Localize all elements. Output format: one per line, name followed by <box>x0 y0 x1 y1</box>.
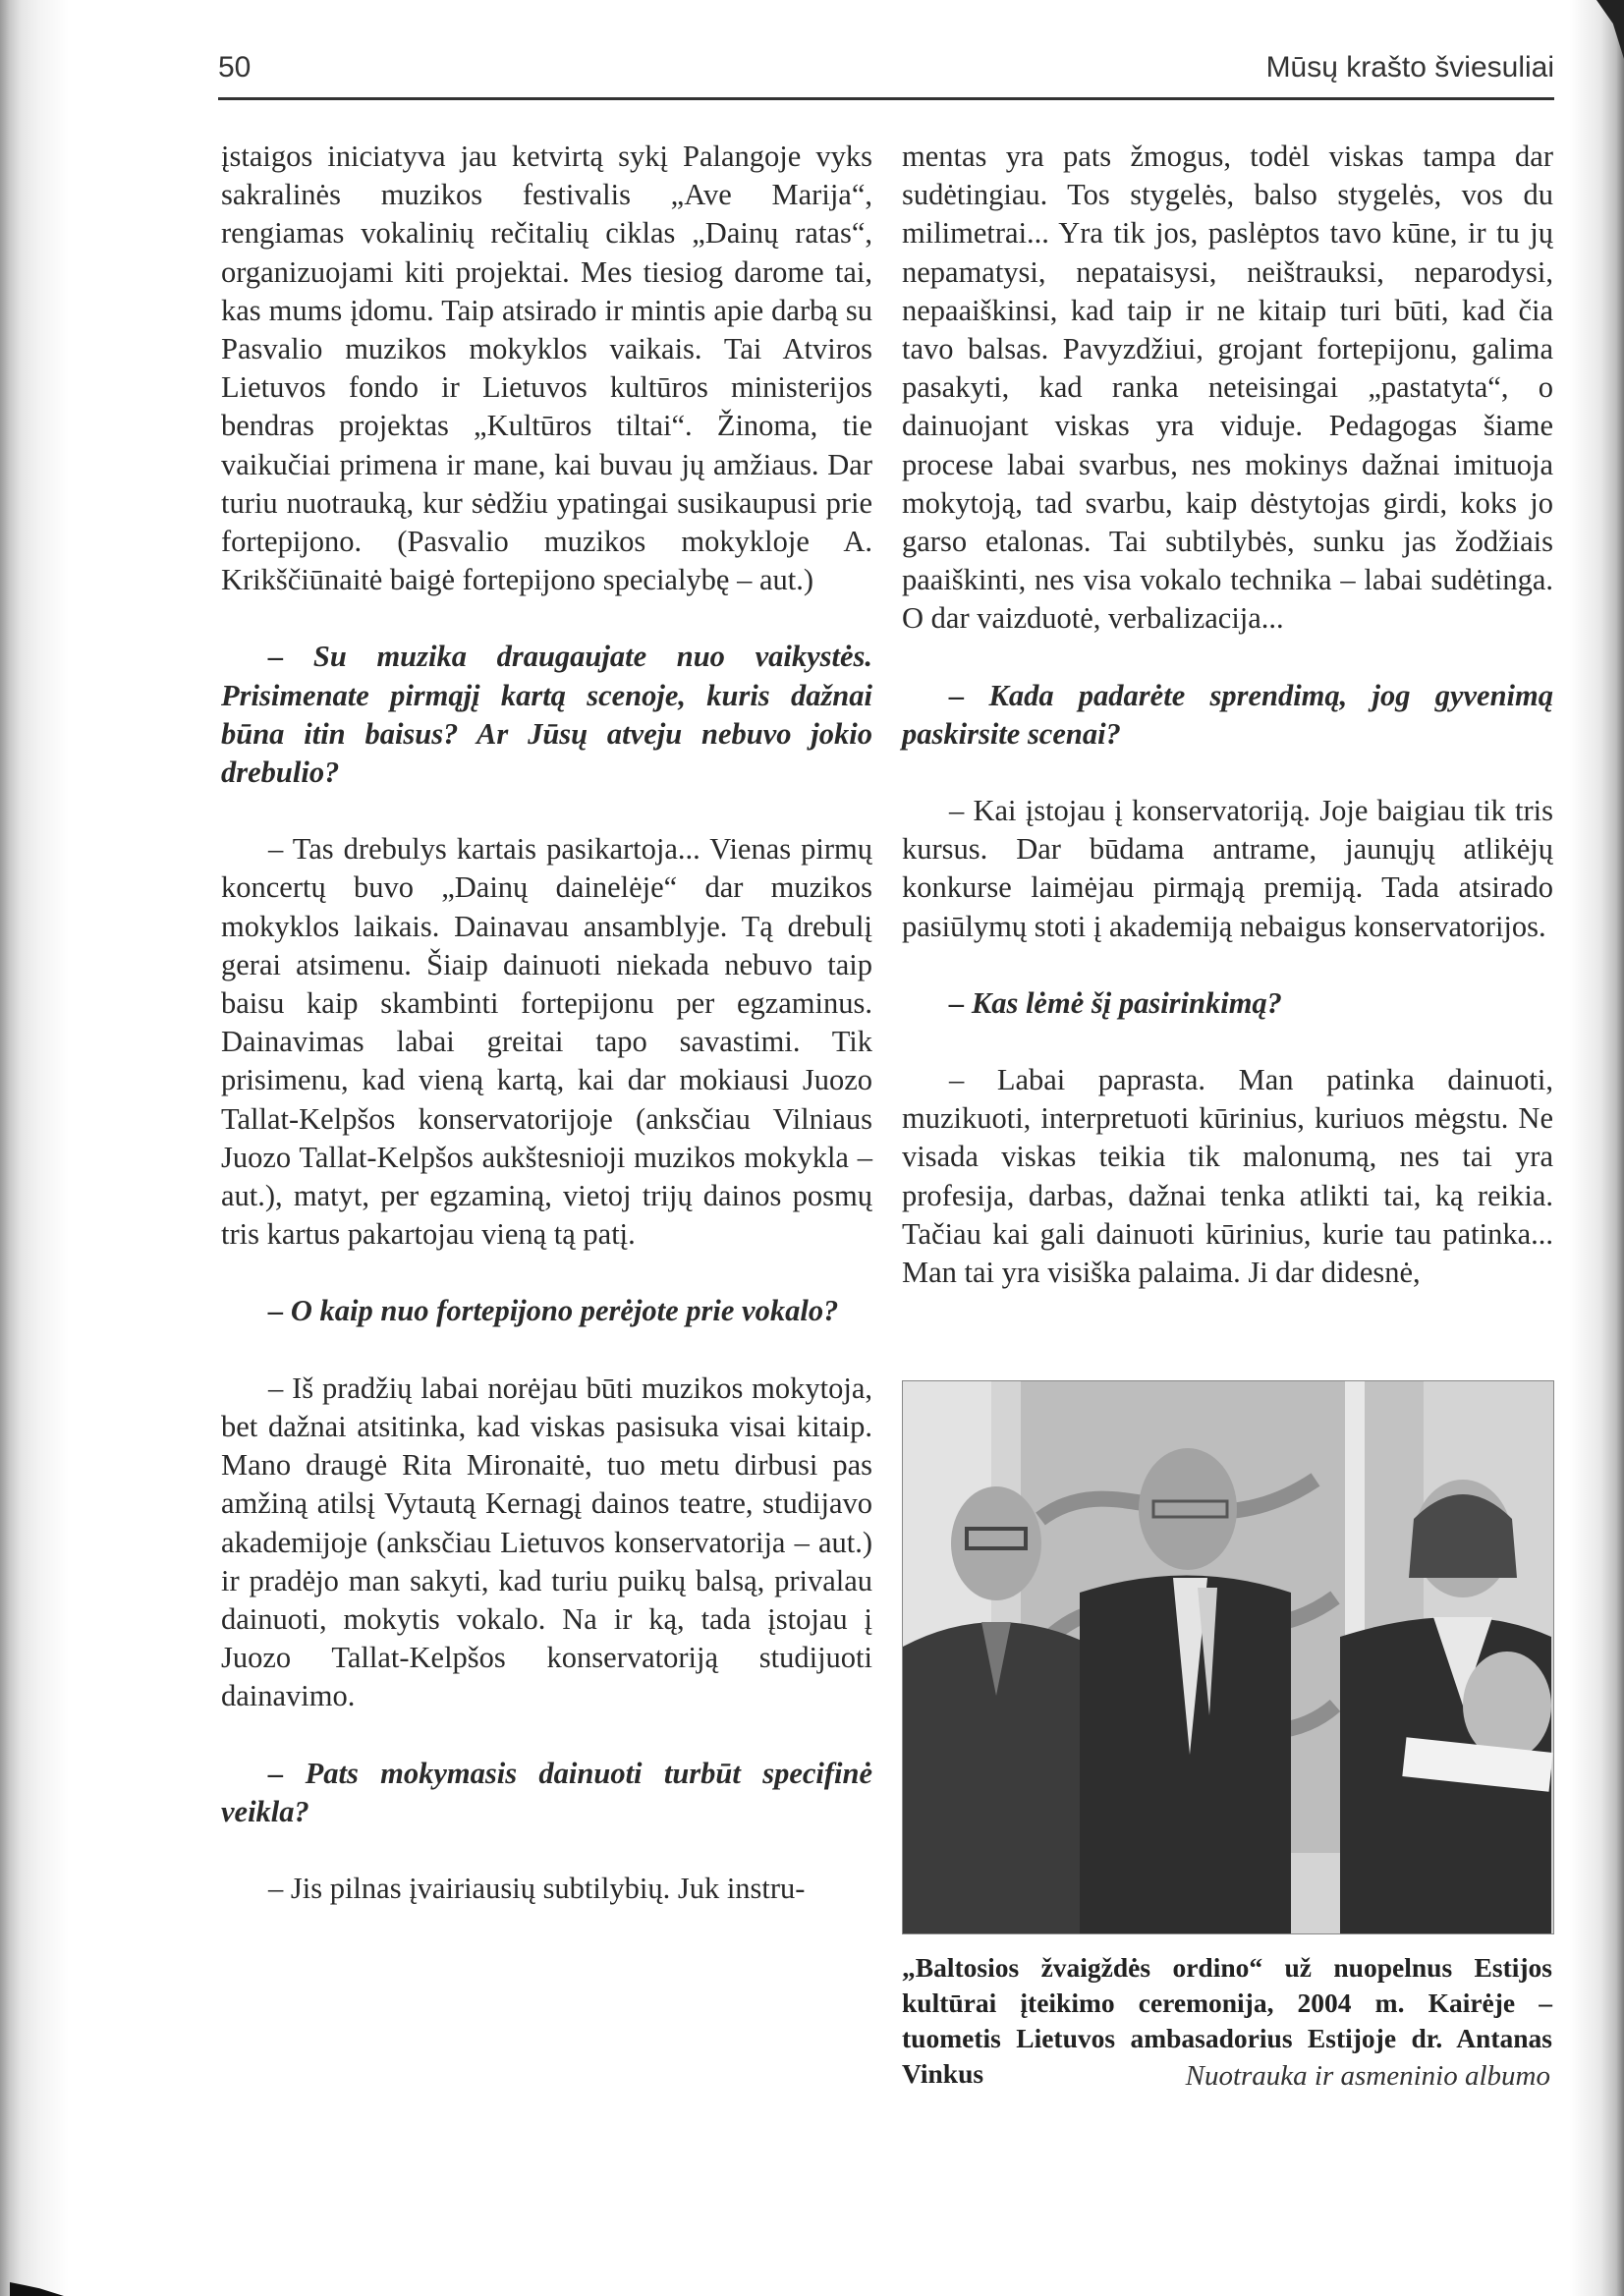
page-edge-shadow <box>1570 0 1624 2296</box>
paragraph: įstaigos iniciatyva jau ketvirtą sykį Palangoje vyks sakralinės muzikos festivalis „Ave Marija“, rengiamas vokalinių rečitalių ciklas „Dainų ratas“, organizuojami kiti projektai. Mes tiesiog darome tai, kas mums įdomu. Taip atsirado ir mintis apie darbą su Pasvalio muzikos mokyklos vaikais. Tai Atviros Lietuvos fondo ir Lietuvos kultūros ministerijos bendras projektas „Kultūros tiltai“. Žinoma, tie vaikučiai primena ir mane, kai buvau jų amžiaus. Dar turiu nuotrauką, kur sėdžiu ypatingai susikaupusi prie fortepijono. (Pasvalio muzikos mokykloje A. Krikščiūnaitė baigė fortepijono specialybę – aut.) <box>221 140 872 597</box>
interview-question: – Kas lėmė šį pasirinkimą? <box>949 985 1282 1020</box>
page-number: 50 <box>218 51 252 84</box>
right-column <box>902 138 1553 1292</box>
interview-question: – O kaip nuo fortepijono perėjote prie vokalo? <box>268 1294 839 1328</box>
paragraph: – Kai įstojau į konservatoriją. Joje baigiau tik tris kursus. Dar būdama antrame, jaunųjų atlikėjų konkurse laimėjau pirmąją premiją. Tada atsirado pasiūlymų stoti į akademiją nebaigus konservatorijos. <box>902 794 1553 943</box>
photo-caption: „Baltosios žvaigždės ordino“ už nuopelnus Estijos kultūrai įteikimo ceremonija, 2004 m. Kairėje – tuometis Lietuvos ambasadorius Estijoje dr. Antanas Vinkus <box>902 1952 1552 2089</box>
paragraph: – Labai paprasta. Man patinka dainuoti, muzikuoti, interpretuoti kūrinius, kuriuos mėgstu. Ne visada viskas teikia tik malonumą, nes tai yra profesija, darbas, dažnai tenka atlikti tai, ką reikia. Tačiau kai gali dainuoti kūrinius, kurie tau patinka... Man tai yra visiška palaima. Ji dar didesnė, <box>902 1063 1553 1290</box>
photo-illustration <box>903 1381 1553 1933</box>
paragraph: – Jis pilnas įvairiausių subtilybių. Juk instru- <box>268 1871 806 1905</box>
interview-question: – Kada padarėte sprendimą, jog gyvenimą paskirsite scenai? <box>902 678 1553 751</box>
interview-question: – Pats mokymasis dainuoti turbūt specifinė veikla? <box>221 1756 872 1828</box>
page-binding-shadow <box>0 0 69 2296</box>
ceremony-photo <box>902 1380 1554 1934</box>
header-rule <box>218 97 1554 100</box>
running-title: Mūsų krašto šviesuliai <box>1265 51 1554 84</box>
photo-credit: Nuotrauka ir asmeninio albumo <box>1185 2060 1550 2092</box>
page-header <box>218 51 1554 98</box>
paragraph: – Iš pradžių labai norėjau būti muzikos mokytoja, bet dažnai atsitinka, kad viskas pasisuka visai kitaip. Mano draugė Rita Mironaitė, tuo metu dirbusi pas amžiną atilsį Vytautą Kernagį dainos teatre, studijavo akademijoje (anksčiau Lietuvos konservatorija – aut.) ir pradėjo man sakyti, kad turiu puikų balsą, privalau dainuoti, mokytis vokalo. Na ir ką, tada įstojau į Juozo Tallat-Kelpšos konservatoriją studijuoti dainavimo. <box>221 1371 872 1713</box>
paragraph: – Tas drebulys kartais pasikartoja... Vienas pirmų koncertų buvo „Dainų dainelėje“ dar muzikos mokyklos laikais. Dainavau ansamblyje. Tą drebulį gerai atsimenu. Šiaip dainuoti niekada nebuvo taip baisu kaip skambinti fortepijonu per egzaminus. Dainavimas labai greitai tapo savastimi. Tik prisimenu, kad vieną kartą, kai dar mokiausi Juozo Tallat-Kelpšos konservatorijoje (anksčiau Vilniaus Juozo Tallat-Kelpšos aukštesnioji muzikos mokykla – aut.), matyt, per egzaminą, vietoj trijų dainos posmų tris kartus pakartojau vieną tą patį. <box>221 832 872 1252</box>
paragraph: mentas yra pats žmogus, todėl viskas tampa dar sudėtingiau. Tos stygelės, balso stygelės, vos du milimetrai... Yra tik jos, paslėptos tavo kūne, ir tu jų nepamatysi, nepataisysi, neištrauksi, neparodysi, nepaaiškinsi, kad taip ir ne kitaip turi būti, kad čia tavo balsas. Pavyzdžiui, grojant fortepijonu, galima pasakyti, kad ranka neteisingai „pastatyta“, o dainuojant viskas yra viduje. Pedagogas šiame procese labai svarbus, nes mokinys dažnai imituoja mokytoją, tad svarbu, kaip dėstytojas girdi, koks jo garso etalonas. Tai subtilybės, sunku jas žodžiais paaiškinti, nes visa vokalo technika – labai sudėtinga. O dar vaizduotė, verbalizacija... <box>902 140 1553 636</box>
left-column <box>221 138 872 1908</box>
interview-question: – Su muzika draugaujate nuo vaikystės. Prisimenate pirmąjį kartą scenoje, kuris dažnai būna itin baisus? Ar Jūsų atveju nebuvo jokio drebulio? <box>221 640 872 790</box>
